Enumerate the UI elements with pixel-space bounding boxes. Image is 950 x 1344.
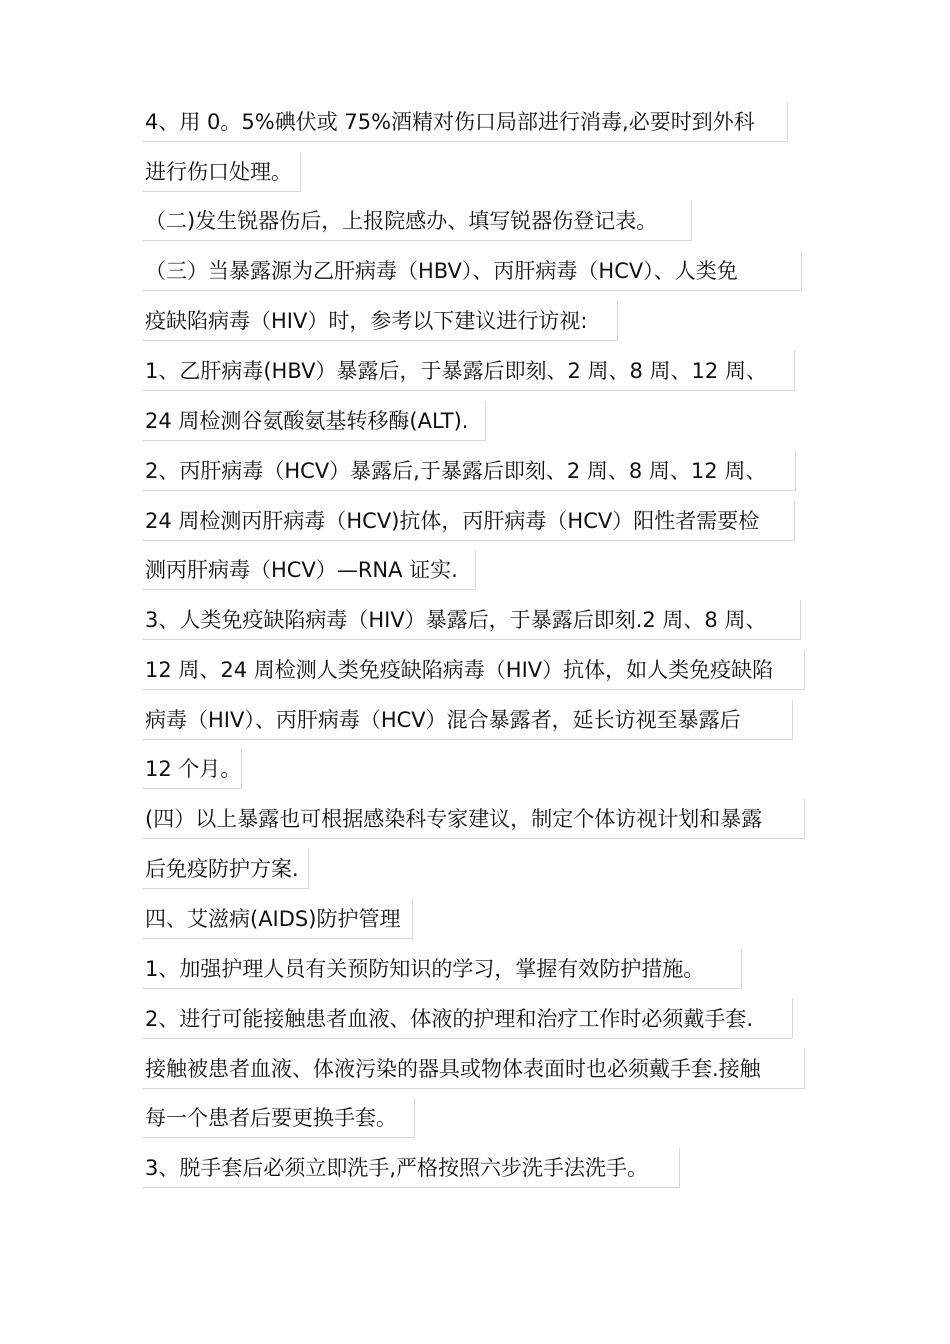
- text-line-13: 病毒（HIV）、丙肝病毒（HCV）混合暴露者，延长访视至暴露后: [143, 700, 793, 740]
- text-line-7: 24 周检测谷氨酸氨基转移酶(ALT).: [143, 401, 486, 441]
- text-line-10: 测丙肝病毒（HCV）—RNA 证实.: [143, 550, 476, 590]
- text-line-6: 1、乙肝病毒(HBV）暴露后，于暴露后即刻、2 周、8 周、12 周、: [143, 351, 795, 391]
- text-line-1: 4、用 0。5%碘伏或 75%酒精对伤口局部进行消毒,必要时到外科: [143, 102, 788, 142]
- text-line-19: 2、进行可能接触患者血液、体液的护理和治疗工作时必须戴手套.: [143, 999, 793, 1039]
- text-line-20: 接触被患者血液、体液污染的器具或物体表面时也必须戴手套.接触: [143, 1049, 805, 1089]
- text-line-22: 3、脱手套后必须立即洗手,严格按照六步洗手法洗手。: [143, 1148, 680, 1188]
- text-line-16: 后免疫防护方案.: [143, 849, 309, 889]
- text-line-8: 2、丙肝病毒（HCV）暴露后,于暴露后即刻、2 周、8 周、12 周、: [143, 451, 796, 491]
- text-line-14: 12 个月。: [143, 749, 242, 789]
- text-line-2: 进行伤口处理。: [143, 152, 301, 192]
- text-line-17: 四、艾滋病(AIDS)防护管理: [143, 899, 413, 939]
- text-line-12: 12 周、24 周检测人类免疫缺陷病毒（HIV）抗体，如人类免疫缺陷: [143, 650, 805, 690]
- text-line-5: 疫缺陷病毒（HIV）时，参考以下建议进行访视:: [143, 301, 618, 341]
- text-line-21: 每一个患者后要更换手套。: [143, 1098, 415, 1138]
- text-line-11: 3、人类免疫缺陷病毒（HIV）暴露后，于暴露后即刻.2 周、8 周、: [143, 600, 801, 640]
- text-line-15: (四）以上暴露也可根据感染科专家建议，制定个体访视计划和暴露: [143, 799, 805, 839]
- text-line-18: 1、加强护理人员有关预防知识的学习，掌握有效防护措施。: [143, 949, 742, 989]
- text-line-4: （三）当暴露源为乙肝病毒（HBV）、丙肝病毒（HCV）、人类免: [143, 251, 802, 291]
- text-line-3: （二)发生锐器伤后，上报院感办、填写锐器伤登记表。: [143, 201, 692, 241]
- text-line-9: 24 周检测丙肝病毒（HCV)抗体，丙肝病毒（HCV）阳性者需要检: [143, 501, 795, 541]
